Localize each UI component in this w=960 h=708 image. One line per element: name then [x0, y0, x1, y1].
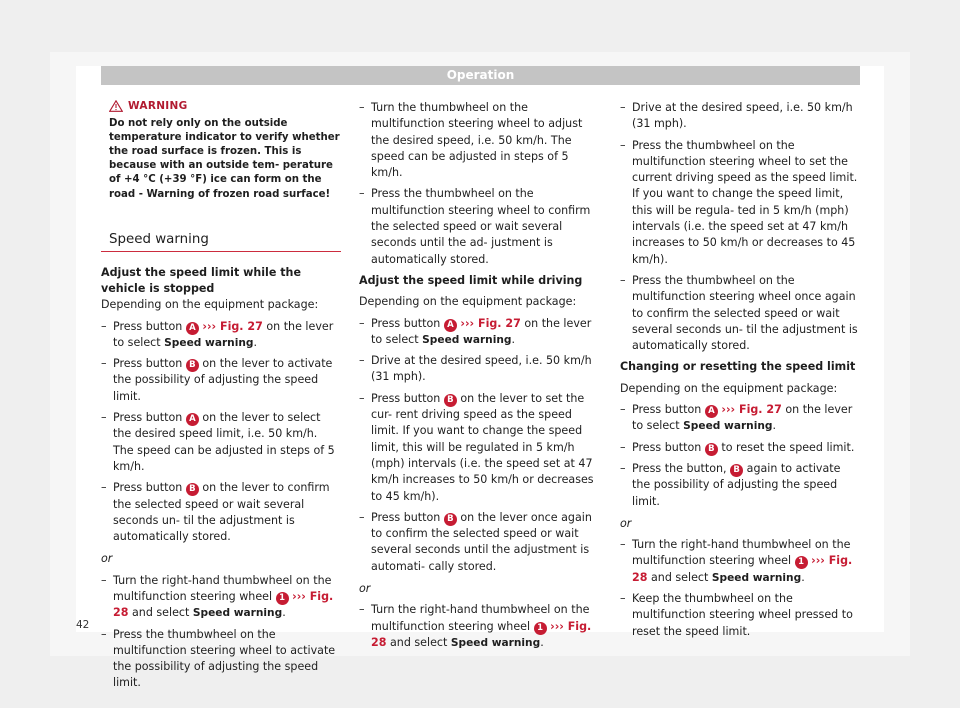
warning-label: WARNING — [128, 100, 188, 112]
column-3 — [620, 100, 860, 640]
figure-link[interactable]: ››› Fig. 28 — [113, 590, 334, 620]
page-number: 42 — [76, 619, 90, 631]
list-item: – Keep the thumbwheel on the multifunction steering wheel pressed to reset the speed limit. — [620, 592, 853, 638]
subheading-stopped: Adjust the speed limit while the vehicle is stopped — [101, 265, 301, 295]
intro-text: Depending on the equipment package: — [359, 295, 577, 309]
list-item: – Press button B on the lever to confirm the selected speed or wait several seconds un- til the adjustment is automatically stored. — [101, 481, 330, 544]
section-heading — [101, 232, 341, 252]
list-item: – Press button B on the lever once again to confirm the selected speed or wait several seconds until the adjustment is automati- cally stored. — [359, 510, 592, 573]
list-item: – Press button A on the lever to select the desired speed limit, i.e. 50 km/h. The speed can be adjusted in steps of 5 km/h. — [101, 411, 335, 473]
list-item: – Press button A ››› Fig. 27 on the lever to select Speed warning. — [359, 316, 592, 346]
warning-text: Do not rely only on the outside temperature indicator to verify whether the road surface is frozen. This is because with an outside tem- perature of +4 °C (+39 °F) ice can form on the road - Warning of frozen road surface! — [109, 118, 340, 200]
label-1-badge: 1 — [276, 592, 289, 605]
label-a-badge: A — [444, 319, 457, 332]
section-title: Speed warning — [109, 231, 209, 247]
list-item: – Press the thumbwheel on the multifunction steering wheel once again to confirm the selected speed or wait several seconds un- til the adjustment is automatically stored. — [620, 273, 858, 353]
warning-heading — [109, 99, 341, 113]
intro-text: Depending on the equipment package: — [101, 298, 319, 312]
column-1 — [101, 99, 341, 692]
label-b-badge: B — [730, 464, 743, 477]
warning-triangle-icon — [109, 100, 123, 112]
list-item: – Press button B to reset the speed limit. — [620, 440, 855, 454]
label-1-badge: 1 — [534, 622, 547, 635]
intro-text: Depending on the equipment package: — [620, 381, 838, 395]
label-b-badge: B — [444, 394, 457, 407]
list-item: – Turn the right-hand thumbwheel on the multifunction steering wheel 1 ››› Fig. 28 and select Speed warning. — [359, 603, 592, 649]
ui-term: Speed warning — [711, 571, 802, 584]
ui-term: Speed warning — [422, 333, 512, 346]
subheading-driving: Adjust the speed limit while driving — [359, 273, 583, 287]
list-item: – Drive at the desired speed, i.e. 50 km/h (31 mph). — [359, 354, 592, 384]
list-item: – Press button A ››› Fig. 27 on the lever to select Speed warning. — [620, 403, 853, 433]
label-b-badge: B — [444, 513, 457, 526]
list-item: – Turn the right-hand thumbwheel on the multifunction steering wheel 1 ››› Fig. 28 and select Speed warning. — [101, 573, 334, 620]
warning-box — [101, 99, 341, 202]
ui-term: Speed warning — [683, 420, 773, 433]
list-item: – Press button A ››› Fig. 27 on the lever to select Speed warning. — [101, 319, 334, 349]
ui-term: Speed warning — [192, 607, 283, 620]
label-a-badge: A — [186, 413, 199, 426]
label-b-badge: B — [186, 483, 199, 496]
list-item: – Turn the right-hand thumbwheel on the multifunction steering wheel 1 ››› Fig. 28 and select Speed warning. — [620, 538, 853, 584]
figure-link[interactable]: ››› Fig. 28 — [632, 554, 853, 584]
label-b-badge: B — [186, 359, 199, 372]
list-item: – Drive at the desired speed, i.e. 50 km/h (31 mph). — [620, 101, 853, 131]
subheading-reset: Changing or resetting the speed limit — [620, 360, 856, 374]
label-a-badge: A — [705, 405, 718, 418]
list-item: – Turn the thumbwheel on the multifunction steering wheel to adjust the desired speed, i.e. 50 km/h. The speed can be adjusted in steps of 5 km/h. — [359, 101, 583, 180]
list-item: – Press the thumbwheel on the multifunction steering wheel to confirm the selected speed or wait several seconds until the ad- justment is automatically stored. — [359, 187, 591, 266]
figure-link[interactable]: ››› Fig. 28 — [371, 619, 592, 649]
column-2 — [359, 100, 602, 651]
list-item: – Press button B on the lever to activate the possibility of adjusting the speed limit. — [101, 357, 333, 403]
or-text: or — [359, 582, 371, 596]
or-text: or — [101, 552, 113, 566]
label-b-badge: B — [705, 443, 718, 456]
page-header: Operation — [101, 66, 860, 85]
list-item: – Press the thumbwheel on the multifunction steering wheel to set the current driving speed as the speed limit. If you want to change the speed limit, this will be regula- ted in 5 km/h (mph) intervals (i.e. the speed set at 47 km/h increases to 50 km/h or decreases to 45 km/h). — [620, 138, 858, 266]
label-a-badge: A — [186, 322, 199, 335]
list-item: – Press the thumbwheel on the multifunction steering wheel to activate the possibility of adjusting the speed limit. — [101, 627, 336, 690]
ui-term: Speed warning — [164, 336, 254, 349]
ui-term: Speed warning — [450, 636, 541, 649]
figure-link[interactable]: ››› Fig. 27 — [202, 319, 263, 333]
label-1-badge: 1 — [795, 556, 808, 569]
figure-link[interactable]: ››› Fig. 27 — [721, 403, 782, 417]
list-item: – Press button B on the lever to set the cur- rent driving speed as the speed limit. If you want to change the speed limit, this will be regulated in 5 km/h (mph) intervals (i.e. the speed set at 47 km/h increases to 50 km/h or decreases to 45 km/h). — [359, 391, 594, 503]
figure-link[interactable]: ››› Fig. 27 — [460, 316, 521, 330]
list-item: – Press the button, B again to activate the possibility of adjusting the speed limit. — [620, 461, 841, 508]
or-text: or — [620, 516, 632, 530]
